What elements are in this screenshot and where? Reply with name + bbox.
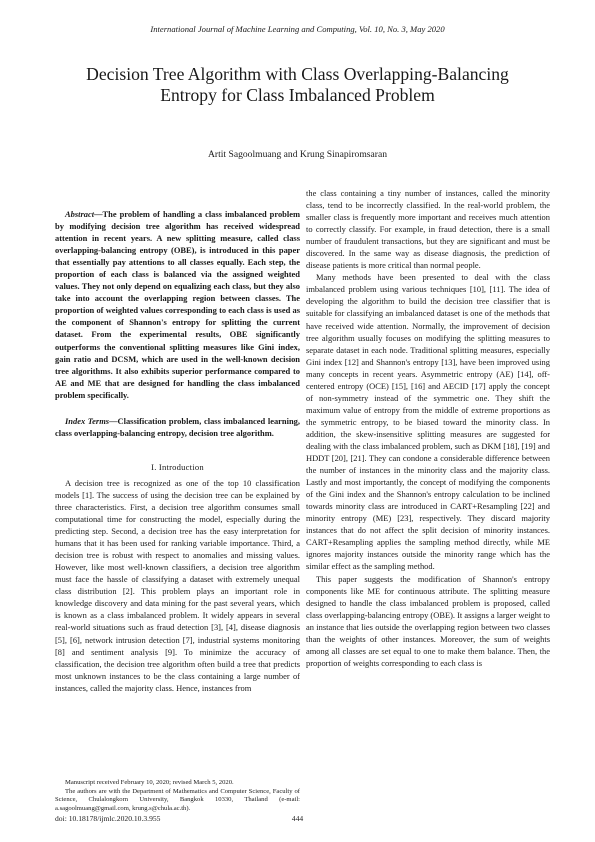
page-number: 444 xyxy=(291,814,304,823)
section-heading-introduction: I. Introduction xyxy=(151,461,204,472)
journal-header: International Journal of Machine Learning and Computing, Vol. 10, No. 3, May 2020 xyxy=(150,24,445,34)
left-column xyxy=(55,208,300,694)
paper-title: Decision Tree Algorithm with Class Overlapping-Balancing Entropy for Class Imbalanced Problem xyxy=(86,64,509,106)
footnote-received: Manuscript received February 10, 2020; revised March 5, 2020. xyxy=(65,779,234,786)
intro-paragraph-1: A decision tree is recognized as one of the top 10 classification models [1]. The success of using the decision tree can be explained by three characteristics. First, a decision tree algorithm consumes small computational time for constructing the model, especially during the predicting step. Second, a decision tree has the easy interpretation for humans that it has been used for ranking variable importance. Third, a decision tree is robust with respect to anomalies and missing values. However, like most well-known classifiers, a decision tree algorithm must face the hassle of classifying a dataset with extremely unequal class distribution [2]. This problem plays an important role in knowledge discovery and data mining for the past several years, which is known as a class imbalanced problem. It widely appears in several real-world situations such as fraud detection [3], [4], disease diagnosis [5], [6], network intrusion detection [7], industrial systems monitoring [8] and sentiment analysis [9]. To minimize the accuracy of classification, the decision tree algorithm often build a tree that predicts most unknown instances to be the class containing a large number of instances, called the majority class. Hence, instances from xyxy=(55,477,300,693)
index-terms xyxy=(55,415,300,439)
footer-doi: doi: 10.18178/ijmlc.2020.10.3.955 xyxy=(55,814,161,823)
abstract-text: —The problem of handling a class imbalanced problem by modifying decision tree algorithm has received widespread attention in recent years. A new splitting measure, called class overlapping-balancing entropy (OBE), is introduced in this paper that essentially pay attentions to all classes equally. Each step, the proportion of each class is balanced via the assigned weighted values. They not only depend on equalizing each class, but they also take into account the overlapping region between classes. The proportion of weighted values corresponding to each class is used as the component of Shannon's entropy for splitting the current dataset. From the experimental results, OBE significantly outperforms the conventional splitting measures like Gini index, gain ratio and DCSM, which are used in the well-known decision tree algorithms. It also exhibits superior performance compared to AE and ME that are designed for handling the class imbalanced problem specifically. xyxy=(55,209,300,400)
index-terms-lead: Index Terms xyxy=(65,415,110,426)
index-terms-text: —Classification problem, class imbalanced learning, class overlapping-balancing entropy, decision tree algorithm. xyxy=(55,415,300,438)
intro-paragraph-3: This paper suggests the modification of Shannon's entropy components like ME for continuous attribute. The splitting measure designed to handle the class imbalanced problem is proposed, called class overlapping-balancing entropy (OBE). It assigns a larger weight to an instance that lies outside the overlapping region between two classes than the weights of other instances. Moreover, the sum of weights among all classes are set equal to one to make them balance. Then, the proportion of weights corresponding to each class is xyxy=(306,573,550,668)
intro-paragraph-2: Many methods have been presented to deal with the class imbalanced problem using various techniques [10], [11]. The idea of developing the algorithm to build the decision tree classifier that is suitable for classifying an imbalanced dataset is one of the methods that have received wide attention. Normally, the improvement of decision tree algorithm usually focuses on modifying the splitting measures to separate dataset in each node. Traditional splitting measures, especially Gini index [12] and Shannon's entropy [13], have been improved using many concepts in recent years. Asymmetric entropy (AE) [14], off-centered entropy (OCE) [15], [16] and AECID [17] apply the concept of non-symmetry instead of the symmetric one. They shift the maximum value of entropy from the middle of extreme proportions as the symmetric entropy, to be biased toward the minority class. In addition, the skew-insensitive splitting measures are suggested for dealing with the class imbalanced problem, such as DKM [18], [19] and HDDT [20], [21]. They can condone a considerable difference between the number of instances in the minority class and the majority class. Lastly and most importantly, the concept of modifying the components of the Gini index and the Shannon's entropy calculation to be inclined towards minority class are introduced in CART+Resampling [22] and minority entropy (ME) [23], respectively. They discard majority instances that do not affect the split decision of minority instances. CART+Resampling applies the sampling method directly, while ME ignores majority instances outside the minority range which has the similar effect as the sampling method. xyxy=(306,272,550,572)
abstract xyxy=(55,208,300,401)
authors: Artit Sagoolmuang and Krung Sinapiromsaran xyxy=(207,149,388,160)
footnote xyxy=(55,779,300,813)
abstract-lead: Abstract xyxy=(65,209,95,219)
right-column xyxy=(306,187,550,669)
intro-paragraph-1-continued: the class containing a tiny number of instances, called the minority class, tend to be incorrectly classified. In the real-world problem, the smaller class is frequently more important and receives much attention to correctly classify. For example, in fraud detection, there is a small number of fraudulent transactions, but they are significant and must be discovered. In the same way as disease diagnosis, the prediction of disease patients is more critical than normal people. xyxy=(306,188,550,271)
footnote-affiliation: The authors are with the Department of Mathematics and Computer Science, Faculty of Science, Chulalongkorn University, Bangkok 10330, Thailand (e-mail: a.sagoolmuang@gmail.com, krung.s@chula.ac.th). xyxy=(55,787,300,812)
